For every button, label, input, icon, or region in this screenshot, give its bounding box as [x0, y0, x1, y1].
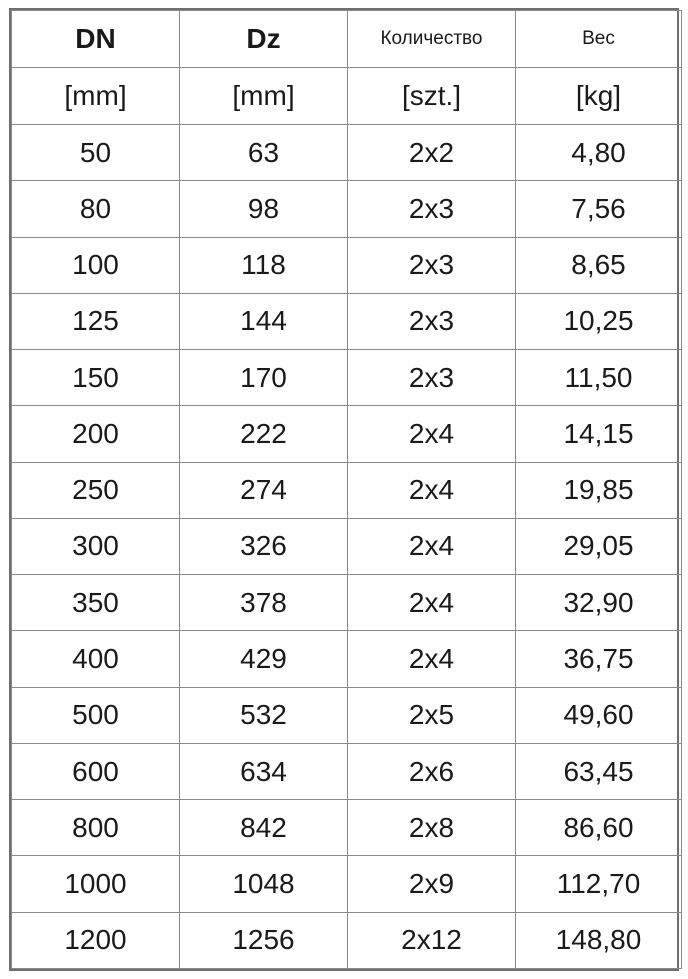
cell-dz: 326	[180, 518, 348, 574]
table-row	[12, 743, 682, 799]
header-weight: Вес	[516, 11, 682, 68]
cell-quantity: 2x4	[348, 462, 516, 518]
cell-weight: 112,70	[516, 856, 682, 912]
cell-quantity: 2x4	[348, 575, 516, 631]
cell-dn: 350	[12, 575, 180, 631]
cell-dz: 532	[180, 687, 348, 743]
cell-dn: 250	[12, 462, 180, 518]
cell-dn: 800	[12, 800, 180, 856]
data-table-container	[9, 8, 679, 971]
table-row	[12, 181, 682, 237]
cell-weight: 11,50	[516, 350, 682, 406]
cell-dn: 600	[12, 743, 180, 799]
cell-dn: 80	[12, 181, 180, 237]
table-row	[12, 518, 682, 574]
table-row	[12, 912, 682, 968]
cell-dn: 100	[12, 237, 180, 293]
cell-weight: 14,15	[516, 406, 682, 462]
table-row	[12, 237, 682, 293]
cell-quantity: 2x9	[348, 856, 516, 912]
cell-quantity: 2x3	[348, 350, 516, 406]
cell-weight: 4,80	[516, 125, 682, 181]
cell-dn: 300	[12, 518, 180, 574]
cell-dz: 1256	[180, 912, 348, 968]
cell-quantity: 2x4	[348, 406, 516, 462]
cell-weight: 86,60	[516, 800, 682, 856]
cell-weight: 49,60	[516, 687, 682, 743]
cell-dz: 98	[180, 181, 348, 237]
units-row	[12, 68, 682, 125]
table-row	[12, 687, 682, 743]
header-dz: Dz	[180, 11, 348, 68]
dimensions-table	[11, 10, 682, 969]
cell-quantity: 2x3	[348, 237, 516, 293]
table-row	[12, 575, 682, 631]
table-row	[12, 350, 682, 406]
table-row	[12, 631, 682, 687]
table-row	[12, 293, 682, 349]
cell-dz: 222	[180, 406, 348, 462]
cell-dz: 274	[180, 462, 348, 518]
cell-quantity: 2x4	[348, 518, 516, 574]
cell-quantity: 2x6	[348, 743, 516, 799]
cell-dz: 842	[180, 800, 348, 856]
cell-weight: 19,85	[516, 462, 682, 518]
cell-dn: 500	[12, 687, 180, 743]
table-row	[12, 462, 682, 518]
cell-weight: 148,80	[516, 912, 682, 968]
unit-dn: [mm]	[12, 68, 180, 125]
table-row	[12, 125, 682, 181]
cell-dz: 170	[180, 350, 348, 406]
cell-weight: 7,56	[516, 181, 682, 237]
cell-dn: 150	[12, 350, 180, 406]
header-row	[12, 11, 682, 68]
table-row	[12, 856, 682, 912]
header-dn: DN	[12, 11, 180, 68]
cell-weight: 10,25	[516, 293, 682, 349]
cell-dz: 634	[180, 743, 348, 799]
cell-dn: 125	[12, 293, 180, 349]
cell-dn: 50	[12, 125, 180, 181]
header-quantity: Количество	[348, 11, 516, 68]
cell-weight: 63,45	[516, 743, 682, 799]
unit-weight: [kg]	[516, 68, 682, 125]
table-row	[12, 406, 682, 462]
cell-quantity: 2x4	[348, 631, 516, 687]
cell-quantity: 2x12	[348, 912, 516, 968]
cell-dn: 400	[12, 631, 180, 687]
cell-quantity: 2x3	[348, 181, 516, 237]
unit-quantity: [szt.]	[348, 68, 516, 125]
unit-dz: [mm]	[180, 68, 348, 125]
cell-dn: 1000	[12, 856, 180, 912]
cell-quantity: 2x8	[348, 800, 516, 856]
cell-weight: 36,75	[516, 631, 682, 687]
cell-dn: 1200	[12, 912, 180, 968]
cell-quantity: 2x3	[348, 293, 516, 349]
cell-dz: 144	[180, 293, 348, 349]
cell-dz: 1048	[180, 856, 348, 912]
cell-dz: 118	[180, 237, 348, 293]
table-body	[12, 125, 682, 969]
cell-dz: 429	[180, 631, 348, 687]
cell-dn: 200	[12, 406, 180, 462]
table-row	[12, 800, 682, 856]
cell-weight: 8,65	[516, 237, 682, 293]
cell-dz: 63	[180, 125, 348, 181]
cell-dz: 378	[180, 575, 348, 631]
cell-quantity: 2x2	[348, 125, 516, 181]
cell-weight: 32,90	[516, 575, 682, 631]
cell-weight: 29,05	[516, 518, 682, 574]
cell-quantity: 2x5	[348, 687, 516, 743]
